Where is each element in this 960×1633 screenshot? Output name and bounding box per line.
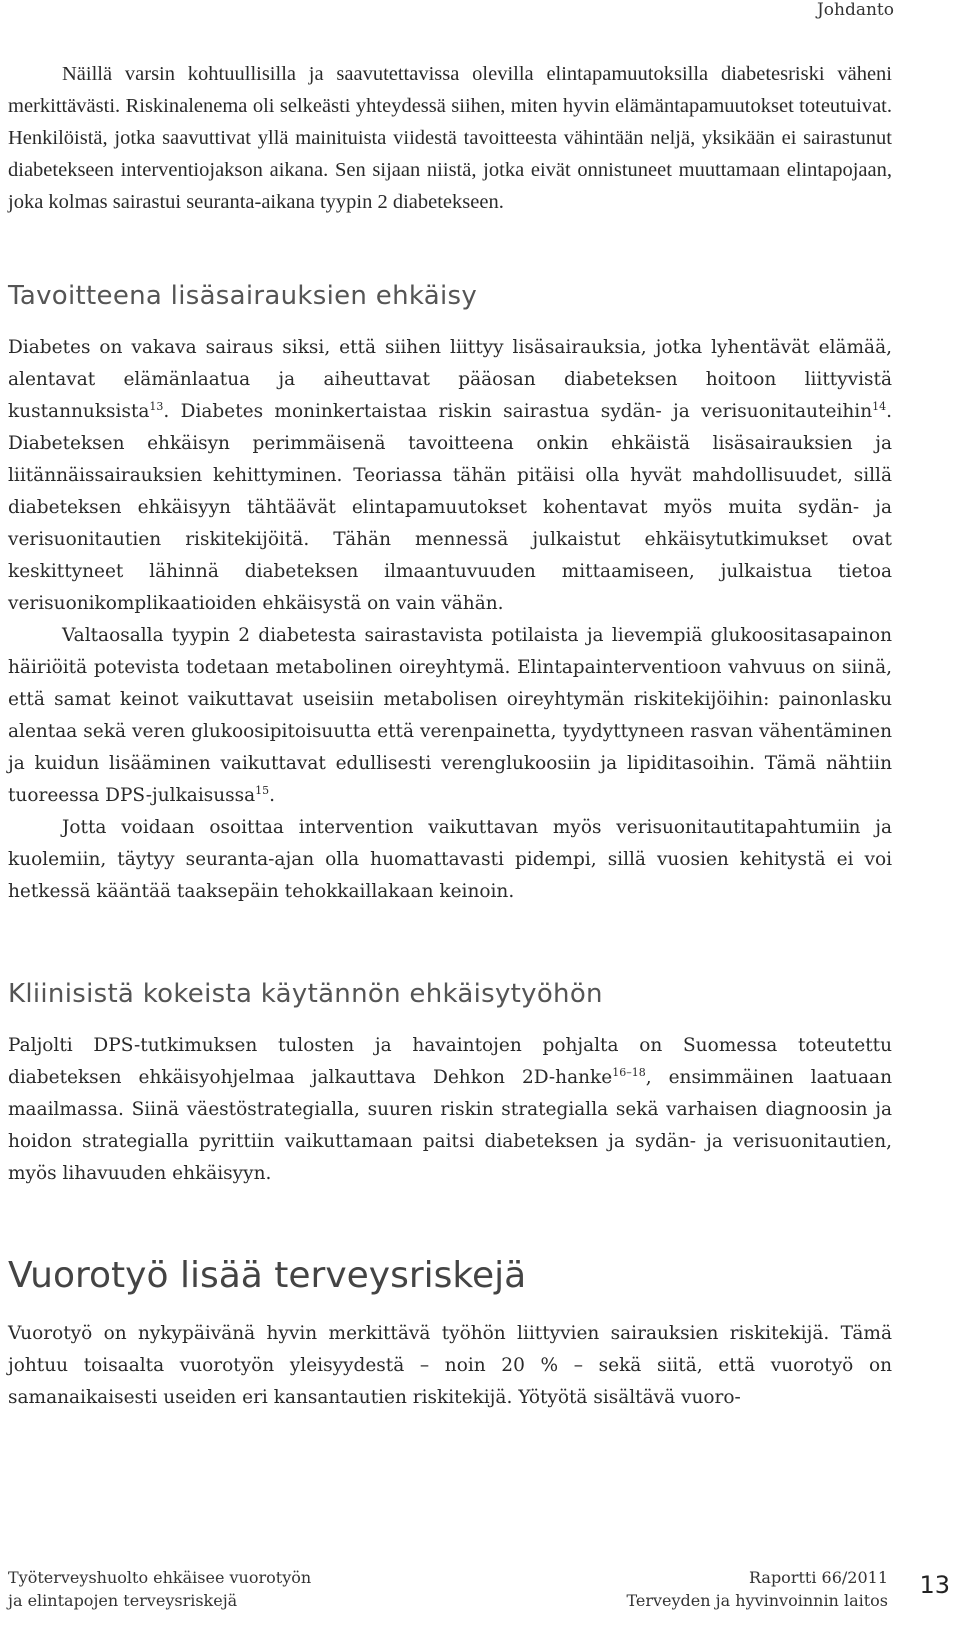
running-head: Johdanto — [816, 0, 894, 20]
reference-number: 15 — [255, 784, 270, 797]
major-heading-shift-work: Vuorotyö lisää terveysriskejä — [8, 1255, 527, 1296]
text-span: Paljolti DPS-tutkimuksen tulosten ja havaintojen pohjalta on Suomessa toteutettu diabeteksen ehkäisyohjelmaa jalkauttava Dehkon 2D-hanke — [8, 1035, 892, 1088]
text-span: . Diabetes moninkertaistaa riskin sairastua sydän- ja verisuonitauteihin — [163, 401, 873, 422]
page-number: 13 — [919, 1571, 950, 1599]
section2-paragraph-1 — [8, 1030, 892, 1190]
text-span: Diabetes on vakava sairaus siksi, että siihen liittyy lisäsairauksia, jotka lyhentävät elämää, alentavat elämänlaatua ja aiheuttavat pääosan diabeteksen hoitoon liittyvistä kustannuksista — [8, 337, 892, 422]
text-span: . Diabeteksen ehkäisyn perimmäisenä tavoitteena onkin ehkäistä lisäsairauksien ja liitännäissairauksien kehittyminen. Teoriassa tähän pitäisi olla hyvät mahdollisuudet, sillä diabeteksen ehkäisyyn tähtäävät elintapamuutokset kohentavat myös muita sydän- ja verisuonitautien riskitekijöitä. Tähän mennessä julkaistut ehkäisytutkimukset ovat keskittyneet lähinnä diabeteksen ilmaantuvuuden mittaamiseen, julkaistua tietoa verisuonikomplikaatioiden ehkäisystä on vain vähän. — [8, 401, 892, 614]
reference-number: 14 — [872, 400, 887, 413]
main-content — [8, 58, 892, 1414]
footer-publisher — [626, 1566, 888, 1612]
reference-number: 16–18 — [612, 1066, 646, 1079]
text-span: Valtaosalla tyypin 2 diabetesta sairastavista potilaista ja lievempiä glukoositasapainon häiriöitä potevista todetaan metabolinen oireyhtymä. Elintapainterventioon vahvuus on siinä, että samat keinot vaikuttavat useisiin metabolisen oireyhtymän riskitekijöihin: painonlasku alentaa sekä veren glukoosipitoisuutta että verenpainetta, tyydyttyneen rasvan vähentäminen ja kuidun lisääminen vaikuttavat edullisesti verenglukoosiin ja lipiditasoihin. Tämä nähtiin tuoreessa DPS-julkaisussa — [8, 625, 892, 806]
footer-right-line-2: Terveyden ja hyvinvoinnin laitos — [626, 1591, 888, 1610]
reference-number: 13 — [149, 400, 164, 413]
footer-left-line-1: Työterveyshuolto ehkäisee vuorotyön — [8, 1568, 312, 1587]
section1-paragraph-3: Jotta voidaan osoittaa intervention vaikuttavan myös verisuonitautitapahtumiin ja kuolemiin, täytyy seuranta-ajan olla huomattavasti pidempi, sillä vuosien kehitystä ei voi hetkessä kääntää taaksepäin tehokkaillakaan keinoin. — [8, 817, 892, 902]
footer-left-line-2: ja elintapojen terveysriskejä — [8, 1591, 238, 1610]
section1-paragraph-2 — [8, 620, 892, 812]
section3-paragraph-1: Vuorotyö on nykypäivänä hyvin merkittävä työhön liittyvien sairauksien riskitekijä. Tämä johtuu toisaalta vuorotyön yleisyydestä – noin 20 % – sekä siitä, että vuorotyö on samanaikaisesti useiden eri kansantautien riskitekijä. Yötyötä sisältävä vuoro- — [8, 1323, 892, 1408]
section1-paragraph-1 — [8, 332, 892, 620]
intro-paragraph: Näillä varsin kohtuullisilla ja saavutettavissa olevilla elintapamuutoksilla diabetesriski väheni merkittävästi. Riskinalenema oli selkeästi yhteydessä siihen, miten hyvin elämäntapamuutokset toteutuivat. Henkilöistä, jotka saavuttivat yllä mainituista viidestä tavoitteesta vähintään neljä, yksikään ei sairastunut diabetekseen interventiojakson aikana. Sen sijaan niistä, jotka eivät onnistuneet muuttamaan elintapojaan, joka kolmas sairastui seuranta-aikana tyypin 2 diabetekseen. — [8, 63, 892, 213]
section-heading-complications: Tavoitteena lisäsairauksien ehkäisy — [8, 281, 478, 311]
footer-right-line-1: Raportti 66/2011 — [748, 1568, 888, 1587]
section-heading-clinical-trials: Kliinisistä kokeista käytännön ehkäisytyöhön — [8, 979, 603, 1009]
text-span: , ensimmäinen laatuaan maailmassa. Siinä väestöstrategialla, suuren riskin strategialla sekä varhaisen diagnoosin ja hoidon strategialla pyrittiin vaikuttamaan paitsi diabeteksen ja sydän- ja verisuonitautien, myös lihavuuden ehkäisyyn. — [8, 1067, 892, 1184]
footer-publication-title — [8, 1566, 311, 1612]
text-span: . — [269, 785, 276, 806]
